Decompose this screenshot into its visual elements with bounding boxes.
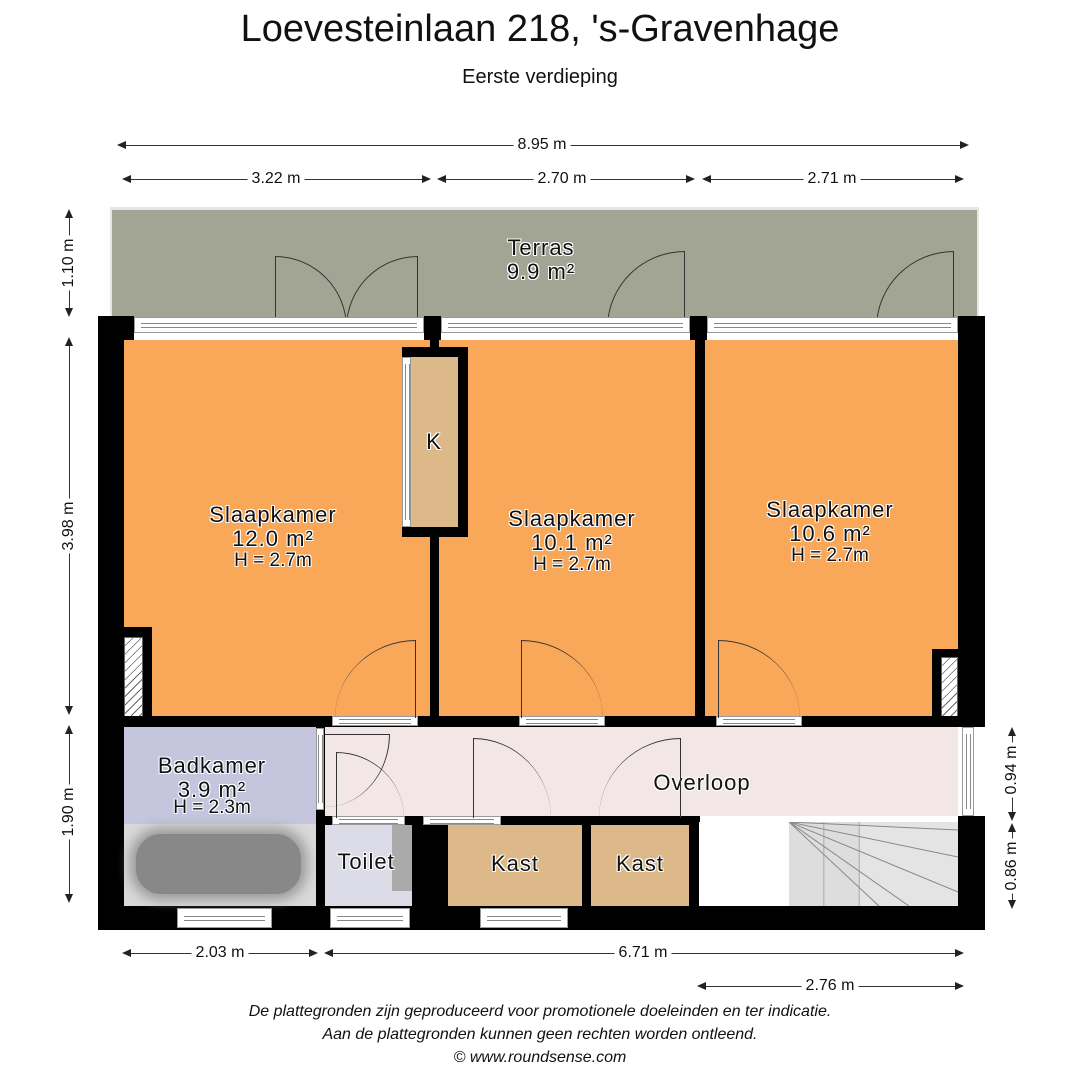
window-terrace-3 bbox=[707, 317, 958, 333]
stair-steps-icon bbox=[789, 822, 958, 906]
window-terrace-1 bbox=[134, 317, 424, 333]
wall-bedroom-2-3 bbox=[695, 340, 705, 726]
window-toilet bbox=[330, 908, 410, 928]
stair-void bbox=[699, 822, 789, 906]
toilet-label: Toilet bbox=[337, 849, 395, 874]
kast-1-label: Kast bbox=[490, 851, 540, 876]
wall-outer-left bbox=[98, 316, 124, 930]
bathtub bbox=[124, 824, 316, 906]
kast-2-label: Kast bbox=[615, 851, 665, 876]
wall-kast-2-right bbox=[689, 816, 699, 906]
wall-outer-right bbox=[958, 316, 985, 726]
wall-pillar-1 bbox=[424, 316, 441, 340]
bathroom-door-opening[interactable] bbox=[316, 728, 324, 810]
copyright: © www.roundsense.com bbox=[453, 1049, 627, 1066]
badkamer-label: Badkamer 3.9 m² H = 2.3m bbox=[157, 753, 267, 819]
slaapkamer-1-label: Slaapkamer 12.0 m² H = 2.7m bbox=[209, 502, 337, 572]
staircase bbox=[789, 822, 958, 906]
wall-toilet-right bbox=[412, 816, 448, 906]
wall-kast-divider bbox=[582, 816, 591, 906]
page-title: Loevesteinlaan 218, 's-Gravenhage bbox=[240, 8, 840, 50]
floor-subtitle: Eerste verdieping bbox=[462, 66, 618, 88]
disclaimer-line-2: Aan de plattegronden kunnen geen rechten worden ontleend. bbox=[322, 1026, 758, 1043]
window-landing bbox=[962, 727, 974, 816]
shaft-left bbox=[124, 637, 143, 718]
window-bathroom bbox=[177, 908, 272, 928]
window-terrace-2 bbox=[441, 317, 690, 333]
wall-pillar-2 bbox=[690, 316, 707, 340]
slaapkamer-2-label: Slaapkamer 10.1 m² H = 2.7m bbox=[508, 506, 636, 576]
window-kast bbox=[480, 908, 568, 928]
disclaimer-line-1: De plattegronden zijn geproduceerd voor promotionele doeleinden en ter indicatie. bbox=[248, 1003, 832, 1020]
shaft-right bbox=[941, 657, 958, 718]
overloop-label: Overloop bbox=[653, 770, 751, 795]
kast-k-label: K bbox=[426, 429, 442, 454]
closet-k-doors[interactable] bbox=[402, 357, 411, 527]
toilet-cistern bbox=[392, 825, 412, 891]
terras-label: Terras 9.9 m² bbox=[506, 235, 576, 285]
slaapkamer-3-label: Slaapkamer 10.6 m² H = 2.7m bbox=[766, 497, 894, 567]
